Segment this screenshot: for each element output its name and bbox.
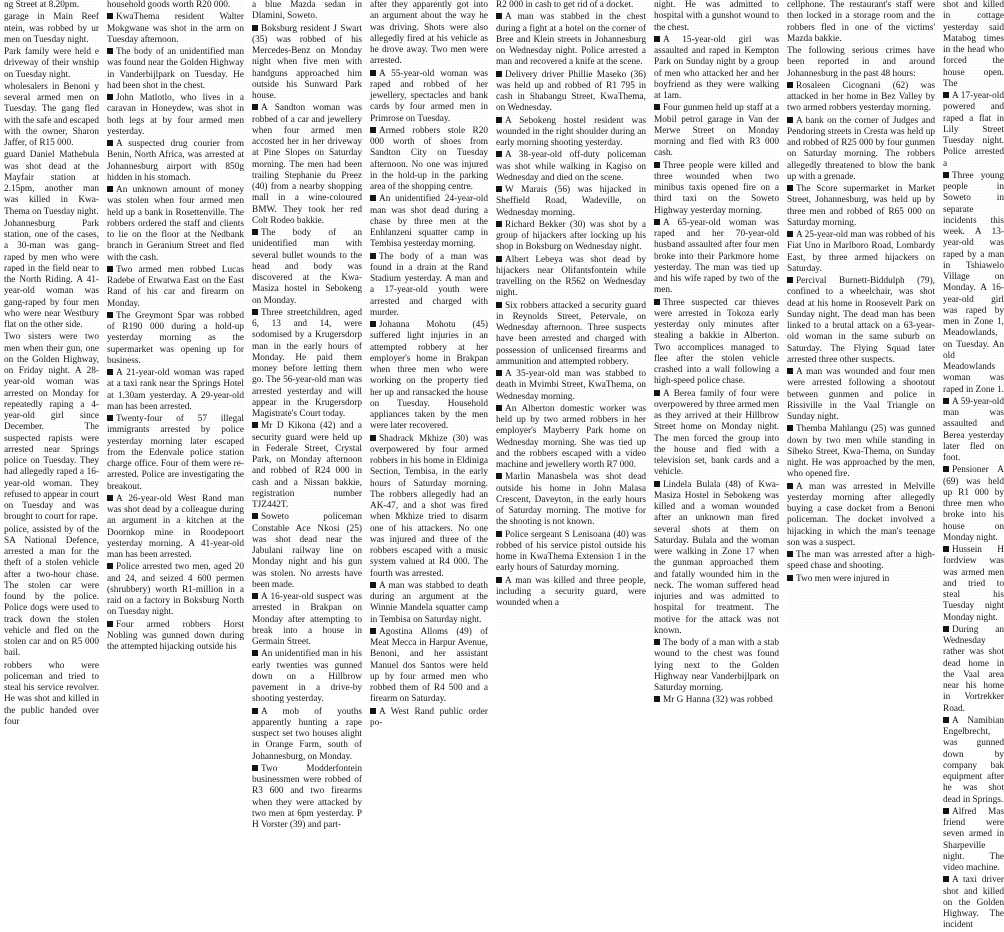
bullet-square-icon <box>370 127 376 133</box>
bullet-square-icon <box>370 70 376 76</box>
news-brief <box>4 332 99 523</box>
bullet-square-icon <box>496 577 502 583</box>
news-brief <box>787 424 935 480</box>
news-brief <box>654 218 779 297</box>
news-brief <box>252 228 362 307</box>
brief-text: A 25-year-old man was robbed of his Fiat Uno in Marlboro Road, Lombardy East, by three armed hijackers on Saturday. <box>787 230 935 274</box>
brief-text: The Greymont Spar was robbed of R190 000 during a hold-up yesterday morning as the supermarket was opening up for business. <box>107 310 244 366</box>
bullet-square-icon <box>496 221 502 227</box>
brief-text: A West Rand public order po- <box>370 706 488 728</box>
brief-text: A 38-year-old off-duty policeman was shot while walking in Kagiso on Wednesday and died on the scene. <box>496 150 646 183</box>
brief-text: Two Modderfontein businessmen were robbed of R3 600 and two firearms when they were attacked by two men at 6pm yesterday. P H Vorster (39) and part- <box>252 763 362 830</box>
news-brief <box>107 47 244 92</box>
brief-text: Police arrested two men, aged 20 and 24, and seized 4 600 permen (shrubbery) worth R1-million in a raid on a factory in Boksburg North on Tuesday night. <box>107 562 244 618</box>
news-brief <box>496 404 646 472</box>
brief-text: Twenty-four of 57 illegal immigrants arrested by police yesterday morning later escaped from the Edenvale police station charge office. Four of them were re-arrested. Police are investigating the breakout. <box>107 414 244 492</box>
bullet-square-icon <box>787 185 793 191</box>
news-brief <box>252 764 362 832</box>
brief-text: A Berea family of four were overpowered by three armed men as they arrived at their Hillbrow Street home on Monday night. The men forced the group into the house and fled with a television set, bank cards and a vehicle. <box>654 388 779 478</box>
news-brief <box>943 465 1004 544</box>
bullet-square-icon <box>370 628 376 634</box>
brief-text: An Alberton domestic worker was held up by two armed robbers in her employer's Mayberry Park home on Wednesday morning. She was tied up and the robbers escaped with a video machine and jewellery worth R7 000. <box>496 403 646 470</box>
brief-text: Soweto policeman Constable Ace Nkosi (25) was shot dead near the Jabulani railway line on Monday night and his gun was stolen. No arrests have been made. <box>252 512 362 590</box>
bullet-square-icon <box>252 104 258 110</box>
news-brief <box>943 397 1004 465</box>
news-brief <box>787 184 935 229</box>
brief-text: Four armed robbers Horst Nobling was gunned down during the attempted hijacking outside his <box>107 619 244 652</box>
news-brief <box>252 24 362 103</box>
bullet-square-icon <box>943 92 949 98</box>
news-brief <box>496 70 646 115</box>
brief-text: after they apparently got into an argument about the way he was driving. Shots were also allegedly fired at his vehicle as he drove away. Two men were arrested. <box>370 0 488 67</box>
brief-text: Agostina Alloms (49) of Meat Mecca in Harpur Avenue, Benoni, and her assistant Manuel dos Santos were held up by four armed men who robbed them of R4 500 and a firearm on Saturday. <box>370 626 488 705</box>
bullet-square-icon <box>654 104 660 110</box>
column-4 <box>370 0 488 728</box>
news-brief <box>787 81 935 115</box>
brief-text: Shadrack Mkhize (30) was overpowered by four armed robbers in his home in Eldiniga Section, Tembisa, in the early hours of Saturday morning. The robbers allegedly had an AK-47, and a shot was fired when Mkhize tried to disarm one of his attackers. No one was injured and three of the robbers escaped with a music system valued at R4 000. The fourth was arrested. <box>370 433 488 579</box>
brief-text: Two armed men robbed Lucas Radebe of Etwatwa East on the East Rand of his car and firearm on Monday. <box>107 264 244 309</box>
news-brief <box>496 255 646 300</box>
brief-text: a blue Mazda sedan in Dlamini, Soweto. <box>252 0 362 22</box>
bullet-square-icon <box>787 368 793 374</box>
bullet-square-icon <box>943 626 949 632</box>
news-brief <box>107 620 244 654</box>
brief-text: An unidentified 24-year-old man was shot dead during a chase by three men at the Enhlanzeni squatter camp in Tembisa yesterday morning. <box>370 194 488 250</box>
bullet-square-icon <box>252 422 258 428</box>
brief-text: The body of an unidentified man was found near the Golden Highway in Vanderbijlpark on Tuesday. He had been shot in the chest. <box>107 47 244 91</box>
bullet-square-icon <box>787 425 793 431</box>
news-brief <box>787 116 935 184</box>
brief-text: Lindela Bulala (48) of Kwa-Masiza Hostel in Sebokeng was killed and a woman wounded after an unknown man fired several shots at them on Saturday. Bulala and the woman were walking in Zone 17 when the gunman approached them and fatally wounded him in the neck. The woman suffered head injuries and was admitted to hospital for treatment. The motive for the attack was not known. <box>654 479 779 636</box>
news-brief <box>107 494 244 562</box>
brief-text: An unknown amount of money was stolen when four armed men held up a bank in Rosettenville. The robbers ordered the staff and clients to lie on the floor at the Nedbank branch in Geranium Street and fled with the cash. <box>107 185 244 263</box>
news-brief <box>107 265 244 310</box>
brief-text: Three streetchildren, aged 6, 13 and 14, were sodomised by a Krugersdorp man in the early hours of Monday. He paid them money before letting them go. The 56-year-old man was arrested yesterday and will appear in the Krugersdorp Magistrate's Court today. <box>252 307 362 419</box>
news-brief <box>654 480 779 638</box>
news-brief <box>370 320 488 433</box>
brief-text: A taxi driver shot and killed on the Golden Highway. The incident <box>943 875 1004 931</box>
news-brief <box>943 716 1004 806</box>
bullet-square-icon <box>496 186 502 192</box>
news-brief <box>370 707 488 730</box>
news-brief <box>787 46 935 80</box>
bullet-square-icon <box>107 621 113 627</box>
brief-text: A man was wounded and four men were arrested following a shootout between gunmen and police in Rissiville in the Vaal Triangle on Sunday night. <box>787 367 935 422</box>
news-brief <box>252 707 362 763</box>
bullet-square-icon <box>943 876 949 882</box>
news-brief <box>370 581 488 626</box>
news-brief <box>496 0 646 11</box>
news-brief <box>252 592 362 648</box>
news-brief <box>654 695 779 706</box>
brief-text: household goods worth R20 000. <box>107 0 231 10</box>
news-brief <box>107 0 244 11</box>
news-brief <box>107 562 244 618</box>
brief-text: Three people were killed and three wounded when two minibus taxis opened fire on a third taxi on the Soweto Highway yesterday morning. <box>654 160 779 216</box>
news-brief <box>370 126 488 194</box>
brief-text: Albert Lebeya was shot dead by hijackers near Olifantsfontein while travelling on the R562 on Wednesday night. <box>496 254 646 299</box>
bullet-square-icon <box>787 575 793 581</box>
brief-text: Police sergeant S Lenisoana (40) was robbed of his service pistol outside his home in KwaThema Extension 1 in the early hours of Saturday morning. <box>496 529 646 574</box>
brief-text: Johanna Mohotu (45) suffered light injuries in an attempted robbery at her employer's home in Brakpan when three men who were working on the property tied her up and ransacked the house on Tuesday. Household appliances taken by the men were later recovered. <box>370 320 488 432</box>
brief-text: A 65-year-old woman was raped and her 70-year-old husband assaulted after four men broke into their Parkmore home yesterday. The man was tied up and his wife raped by two of the men. <box>654 217 779 296</box>
news-brief <box>654 298 779 388</box>
bullet-square-icon <box>370 253 376 259</box>
brief-text: Delivery driver Phillie Maseko (36) was held up and robbed of R1 795 in cash in Shabangu Street, KwaThema, on Wednesday. <box>496 69 646 114</box>
brief-text: Three suspected car thieves were arrested in Tokoza early yesterday only minutes after stealing a bakkie in Alberton. Two accomplices managed to flee after the stolen vehicle crashed into a wall following a high-speed police chase. <box>654 297 779 387</box>
brief-text: Mr D Kikona (42) and a security guard were held up in Federale Street, Crystal Park, on Monday afternoon and robbed of R24 000 in cash and a Nissan bakkie, registration number TJZ442T. <box>252 421 362 510</box>
brief-text: A bank on the corner of Judges and Pendoring streets in Cresta was held up and robbed of R25 000 by four gunmen on Saturday morning. The robbers allegedly threatened to blow the bank up with a grenade. <box>787 115 935 182</box>
bullet-square-icon <box>252 708 258 714</box>
bullet-square-icon <box>654 36 660 42</box>
news-brief <box>654 389 779 479</box>
news-brief <box>787 276 935 366</box>
bullet-square-icon <box>107 186 113 192</box>
bullet-square-icon <box>654 299 660 305</box>
brief-text: A 17-year-old powered and raped a flat in Lily Street Tuesday night. Police arrested a <box>943 91 1004 169</box>
news-brief <box>654 638 779 694</box>
bullet-square-icon <box>654 696 660 702</box>
bullet-square-icon <box>252 25 258 31</box>
brief-text: A man was stabbed to death during an argument at the Winnie Mandela squatter camp in Tembisa on Saturday night. <box>370 580 488 625</box>
news-brief <box>4 47 99 81</box>
news-brief <box>943 875 1004 931</box>
brief-text: A Sandton woman was robbed of a car and jewellery when four armed men accosted her in her driveway at Pine Slopes on Saturday morning. The men had been trailing Stephanie du Preez (40) from a nearby shopping mall in a wine-coloured BMW. They took her red Colt Rodeo bakkie. <box>252 103 362 226</box>
brief-text: ng Street at 8.20pm. <box>4 0 80 10</box>
news-brief <box>943 171 1004 396</box>
bullet-square-icon <box>107 369 113 375</box>
brief-text: A 26-year-old West Rand man was shot dead by a colleague during an argument in a kitchen at the Doornkop mine in Roodepoort yesterday morning. A 41-year-old man has been arrested. <box>107 493 244 560</box>
bullet-square-icon <box>787 117 793 123</box>
brief-text: night. He was admitted to hospital with a gunshot wound to the chest. <box>654 0 779 33</box>
bullet-square-icon <box>252 309 258 315</box>
brief-text: guard Daniel Mathebula was shot dead at the Mayfair station at 2.15pm, another man was killed in Kwa-Thema on Tuesday night. <box>4 150 99 217</box>
bullet-square-icon <box>107 48 113 54</box>
brief-text: The body of a man with a stab wound to the chest was found lying next to the Golden Highway near Vanderbijlpark on Saturday morning. <box>654 638 779 693</box>
brief-text: The body of an unidentified man with several bullet wounds to the head and body was discovered at the Kwa-Masiza hostel in Sebokeng on Monday. <box>252 228 362 306</box>
news-brief <box>943 625 1004 715</box>
bullet-square-icon <box>370 435 376 441</box>
brief-text: An unidentified man in his early twenties was gunned down on a Hillbrow pavement in a drive-by shooting yesterday. <box>252 649 362 705</box>
news-brief <box>370 252 488 320</box>
bullet-square-icon <box>943 546 949 552</box>
brief-text: Boksburg resident J Swart (35) was robbed of his Mercedes-Benz on Monday night when five men with handguns approached him outside his Sunward Park house. <box>252 23 362 101</box>
news-brief <box>370 194 488 250</box>
bullet-square-icon <box>252 650 258 656</box>
bullet-square-icon <box>496 256 502 262</box>
bullet-square-icon <box>654 481 660 487</box>
brief-text: A man was stabbed in the chest during a fight at a hotel on the corner of Bree and Klein streets in Johannesburg on Wednesday night. Police arrested a man and recovered a knife at the scene. <box>496 12 646 68</box>
bullet-square-icon <box>654 639 660 645</box>
brief-text: Four gunmen held up staff at a Mobil petrol garage in Van der Merwe Street on Monday morning and fled with R3 000 cash. <box>654 103 779 159</box>
brief-text: Alfred Mas friend were seven armed in Sharpeville night. The video machine. <box>943 806 1004 873</box>
brief-text: Percival Burnett-Biddulph (79), confined to a wheelchair, was shot dead at his home in Roosevelt Park on Sunday night. The dead man has been linked to a brutal attack on a 63-year-old woman in the same suburb on Saturday. The Flying Squad later arrested three other suspects. <box>787 276 935 365</box>
news-brief <box>496 530 646 575</box>
column-1 <box>4 0 99 727</box>
bullet-square-icon <box>787 82 793 88</box>
bullet-square-icon <box>787 483 793 489</box>
bullet-square-icon <box>496 473 502 479</box>
column-8 <box>943 0 1004 931</box>
brief-text: A man was arrested in Melville yesterday morning after allegedly buying a case docket from a Benoni policeman. The docket involved a hijacking in which the man's teenage son was a suspect. <box>787 481 935 548</box>
bullet-square-icon <box>654 219 660 225</box>
news-brief <box>787 482 935 550</box>
brief-text: Marlin Manasbela was shot dead outside his home in John Malasa Crescent, Daveyton, in the early hours of Saturday morning. The motive for the shooting is not known. <box>496 472 646 528</box>
brief-text: Park family were held e driveway of their wnship on Tuesday night. <box>4 47 99 80</box>
news-brief <box>252 421 362 511</box>
bullet-square-icon <box>943 172 949 178</box>
news-brief <box>4 0 99 11</box>
bullet-square-icon <box>496 405 502 411</box>
news-brief <box>943 807 1004 875</box>
bullet-square-icon <box>370 195 376 201</box>
news-brief <box>4 219 99 332</box>
brief-text: KwaThema resident Walter Mokgwane was shot in the arm on Tuesday afternoon. <box>107 12 244 45</box>
brief-text: A 21-year-old woman was raped at a taxi rank near the Springs Hotel at 1.30am yesterday. A 29-year-old man has been arrested. <box>107 368 244 412</box>
news-brief <box>107 93 244 138</box>
bullet-square-icon <box>496 71 502 77</box>
bullet-square-icon <box>496 370 502 376</box>
news-brief <box>654 103 779 159</box>
brief-text: cellphone. The restaurant's staff were then locked in a storage room and the robbers fled in one of the victims' Mazda bakkie. <box>787 0 935 44</box>
news-brief <box>252 308 362 421</box>
bullet-square-icon <box>943 466 949 472</box>
brief-text: During an Wednesday rather was shot dead home in the Vaal area near his home in Vortrekker Road. <box>943 624 1004 714</box>
news-brief <box>107 311 244 367</box>
column-2 <box>107 0 244 652</box>
news-brief <box>787 230 935 275</box>
bullet-square-icon <box>107 495 113 501</box>
news-brief <box>4 525 99 660</box>
news-brief <box>496 116 646 150</box>
brief-text: Rosaleen Cicognani (62) was attacked in her home in Bez Valley by two armed robbers yesterday morning. <box>787 80 935 114</box>
news-brief <box>787 0 935 45</box>
news-brief <box>252 103 362 227</box>
bullet-square-icon <box>654 390 660 396</box>
brief-text: Johannesburg Park station, one of the cases, a 30-man was gang-raped by men who were raped in the field near to the North Riding. A 41-year-old woman was gang-raped by four men who were near Westbury flat on the other side. <box>4 218 99 330</box>
brief-text: R2 000 in cash to get rid of a docket. <box>496 0 634 10</box>
brief-text: A 59-year-old man was assaulted and Berea yesterday later fled on foot. <box>943 396 1004 463</box>
bullet-square-icon <box>370 321 376 327</box>
brief-text: A 35-year-old man was stabbed to death in Mvimbi Street, KwaThema, on Wednesday morning. <box>496 369 646 402</box>
news-brief <box>4 12 99 46</box>
bullet-square-icon <box>107 266 113 272</box>
news-brief <box>370 434 488 580</box>
bullet-square-icon <box>496 531 502 537</box>
news-brief <box>496 12 646 68</box>
brief-text: police, assisted by of the SA National Defence, arrested a man for the theft of a stolen vehicle after a two-hour chase. The stolen car were found by the police. Police dogs were used to track down the stolen vehicle and fled on the stolen car and on R5 000 bail. <box>4 524 99 659</box>
brief-text: A mob of youths apparently hunting a rape suspect set two houses alight in Orange Farm, south of Johannesburg, on Monday. <box>252 706 362 762</box>
brief-text: A 55-year-old woman was raped and robbed of her jewellery, spectacles and bank cards by four armed men in Primrose on Tuesday. <box>370 68 488 124</box>
news-brief <box>107 139 244 184</box>
bullet-square-icon <box>943 398 949 404</box>
news-brief <box>4 82 99 150</box>
brief-text: garage in Main Reef ntein, was robbed by ur men on Tuesday night. <box>4 12 99 45</box>
brief-text: Richard Bekker (30) was shot by a group of hijackers after locking up his shop in Boksburg on Wednesday night. <box>496 219 646 253</box>
bullet-square-icon <box>252 513 258 519</box>
bullet-square-icon <box>252 593 258 599</box>
brief-text: Two men were injured in <box>796 573 890 584</box>
brief-text: The body of a man was found in a drain at the Rand Stadium yesterday. A man and a 17-year-old youth were arrested and charged with murder. <box>370 251 488 318</box>
brief-text: The following serious crimes have been reported in and around Johannesburg in the past 48 hours: <box>787 46 935 79</box>
bullet-square-icon <box>370 708 376 714</box>
bullet-square-icon <box>787 551 793 557</box>
news-brief <box>787 550 935 573</box>
bullet-square-icon <box>252 765 258 771</box>
bullet-square-icon <box>107 13 113 19</box>
brief-text: Two sisters were two men when their gun, one on the Golden Highway, on Friday night. A 28-year-old woman was arrested on Monday for repeatedly raping a 4-year-old girl since December. The suspected rapists were arrested near Springs police on Tuesday. They had allegedly raped a 16-year-old woman. They refused to appear in court on Tuesday and was brought to court for rape. <box>4 332 99 523</box>
news-brief <box>252 512 362 591</box>
news-brief <box>370 627 488 706</box>
brief-text: The man was arrested after a high-speed chase and shooting. <box>787 550 935 572</box>
brief-text: Armed robbers stole R20 000 worth of shoes from Sandton City on Tuesday afternoon. No one was injured in the hold-up in the parking area of the shopping centre. <box>370 125 488 192</box>
brief-text: A Namibian Engelbrecht, was gunned down by company bak equipment after he was shot dead in Springs. <box>943 715 1004 805</box>
brief-text: A man was killed and three people, including a security guard, were wounded when a <box>496 575 646 608</box>
bullet-square-icon <box>787 231 793 237</box>
news-brief <box>787 574 935 585</box>
bullet-square-icon <box>107 312 113 318</box>
news-brief <box>787 367 935 423</box>
bullet-square-icon <box>107 140 113 146</box>
brief-text: Three young people in Soweto in separate incidents this week. A 13-year-old was raped by a man in Tshiawelo Village on Monday. A 16-year-old girl was raped by men in Zone 1, Meadowlands, on Tuesday. An old Meadowlands woman was raped in Zone 1. <box>943 170 1004 395</box>
news-brief <box>107 414 244 493</box>
brief-text: Themba Mahlangu (25) was gunned down by two men while standing in Sibeko Street, Kwa-Thema, on Sunday night. He was approached by the men, who opened fire. <box>787 424 935 480</box>
bullet-square-icon <box>496 13 502 19</box>
bullet-square-icon <box>107 94 113 100</box>
bullet-square-icon <box>943 717 949 723</box>
news-brief <box>107 185 244 264</box>
news-brief <box>496 472 646 528</box>
news-brief <box>370 69 488 125</box>
brief-text: robbers who were policeman and tried to steal his service revolver. He was shot and killed in the public handed over four <box>4 660 99 727</box>
news-brief <box>943 91 1004 170</box>
news-brief <box>4 661 99 729</box>
news-brief <box>496 185 646 219</box>
brief-text: wholesalers in Benoni y several armed men on Tuesday. The gang fled with the safe and escaped with the owner, Sharon Jaffer, of R15 000. <box>4 81 99 148</box>
bullet-square-icon <box>654 162 660 168</box>
news-brief <box>496 150 646 184</box>
column-6 <box>654 0 779 706</box>
news-brief <box>496 576 646 610</box>
news-brief <box>496 369 646 403</box>
column-3 <box>252 0 362 830</box>
brief-text: A suspected drug courier from Benin, North Africa, was arrested at Johannesburg airport with 850g hidden in his stomach. <box>107 139 244 183</box>
brief-text: John Matlotlo, who lives in a caravan in Honeydew, was shot in both legs at by four armed men yesterday. <box>107 93 244 137</box>
brief-text: Hussein H fordview was was armed men and tried to steal his Tuesday night Monday night. <box>943 545 1004 623</box>
brief-text: The Score supermarket in Market Street, Johannesburg, was held up by three men and robbed of R65 000 on Saturday morning. <box>787 184 935 228</box>
brief-text: A 15-year-old girl was assaulted and raped in Kempton Park on Sunday night by a group of men who attacked her and her boyfriend as they were walking at 1am. <box>654 34 779 101</box>
bullet-square-icon <box>370 582 376 588</box>
bullet-square-icon <box>252 229 258 235</box>
news-brief <box>107 368 244 413</box>
brief-text: Pensioner A (69) was held up R1 000 by three men who broke into his house on Monday night. <box>943 465 1004 543</box>
bullet-square-icon <box>107 563 113 569</box>
news-brief <box>252 649 362 705</box>
brief-text: A Sebokeng hostel resident was wounded in the right shoulder during an early morning shooting yesterday. <box>496 115 646 148</box>
column-5 <box>496 0 646 630</box>
news-brief <box>654 35 779 103</box>
bullet-square-icon <box>496 302 502 308</box>
news-brief <box>496 220 646 254</box>
news-brief <box>654 161 779 217</box>
news-brief <box>107 12 244 46</box>
brief-text: W Marais (56) was hijacked in Sheffield Road, Wadeville, on Wednesday morning. <box>496 185 646 218</box>
bullet-square-icon <box>787 277 793 283</box>
brief-text: Mr G Hanna (32) was robbed <box>663 695 773 706</box>
bullet-square-icon <box>943 808 949 814</box>
news-brief <box>370 0 488 68</box>
brief-text: Six robbers attacked a security guard in Reynolds Street, Petervale, on Wednesday afternoon. Three suspects have been arrested and charged with possession of unlicensed firearms and ammunition and attempted robbery. <box>496 300 646 367</box>
brief-text: A 16-year-old suspect was arrested in Brakpan on Monday after attempting to break into a house in Germain Street. <box>252 592 362 647</box>
bullet-square-icon <box>496 117 502 123</box>
news-brief <box>654 0 779 34</box>
brief-text: shot and killed in cottage yesterday said Matabog times in the head who forced the house open. The <box>943 0 1004 89</box>
news-brief <box>252 0 362 23</box>
news-brief <box>943 545 1004 624</box>
news-brief <box>496 301 646 369</box>
bullet-square-icon <box>496 151 502 157</box>
bullet-square-icon <box>107 415 113 421</box>
news-brief <box>943 0 1004 90</box>
news-brief <box>4 150 99 218</box>
column-7 <box>787 0 935 630</box>
